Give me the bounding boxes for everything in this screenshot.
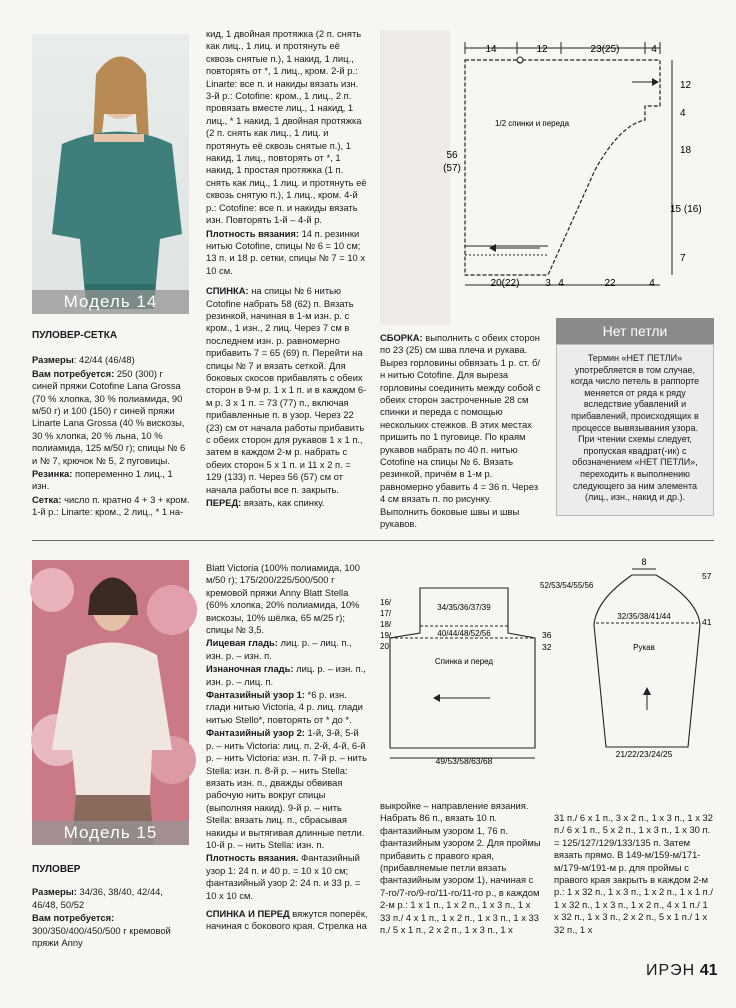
- back-label: СПИНКА:: [206, 285, 249, 297]
- model14-col2: [206, 28, 369, 510]
- bf-value: вяжутся поперёк, начиная с бокового края. Стрелка на: [206, 907, 368, 932]
- dim-bottom-1: 3: [545, 278, 551, 289]
- front-value: вязать, как спинку.: [241, 497, 325, 509]
- rib-label: Резинка:: [32, 468, 73, 480]
- model15-heading: ПУЛОВЕР: [32, 864, 81, 875]
- purl-value: лиц. р. – изн. п., изн. р. – лиц. п.: [206, 663, 366, 687]
- dim-bottom-2: 4: [558, 278, 564, 289]
- right-0: 36: [542, 630, 552, 640]
- model15-yarn-text: Blatt Victoria (100% полиамида, 100 м/50 г); 175/200/225/500/500 г кремовой пряжи Anny Blatt Stella (60% хлопка, 20% полиамида, 10% вискозы, 10% шёлка, 65 м/25 г); спицы № 3,5.: [206, 562, 360, 636]
- magazine-name: ИРЭН: [646, 962, 696, 979]
- f2-label: Фантазийный узор 2:: [206, 727, 305, 739]
- sleeve-bottom: 21/22/23/24/25: [615, 749, 673, 759]
- model14-schematic: [380, 30, 700, 325]
- face-label: Лицевая гладь:: [206, 637, 278, 649]
- sleeve-schematic: [588, 555, 714, 765]
- mesh-value: число п. кратно 4 + 3 + кром. 1-й р.: Linarte: кром., 2 лиц., * 1 на-: [32, 493, 190, 518]
- upper-width: 34/35/36/37/39: [437, 603, 491, 612]
- model15-body-diagram: [380, 578, 594, 768]
- note-box-title: Нет петли: [556, 318, 714, 344]
- body-schematic: [380, 578, 594, 768]
- dim-right-4: 7: [680, 253, 686, 264]
- dim-bottom-0: 20(22): [490, 278, 520, 289]
- note-box: [556, 318, 714, 514]
- model14-photo: [32, 34, 189, 314]
- top-right: 52/53/54/55/56: [540, 581, 594, 590]
- model15-photo: [32, 560, 189, 845]
- dim-right-2: 18: [680, 145, 692, 156]
- density15-label: Плотность вязания.: [206, 852, 299, 864]
- assembly-value: выполнить с обеих сторон по 23 (25) см шва плеча и рукава. Вырез горловины обвязать 1 р. ст. б/н нитью Cotofine. Для выреза горловины соединить между собой с обеих сторон застроченные 28 см спинки и переда с помощью нескольких стежков. В этих местах пришить по 1 пуговице. По краям рукавов набрать по 40 п. нитью Cotofine на спицы № 6. Вязать резинкой, причём в 1-м р. равномерно убавить 4 = 36 п. Через 4 см вязать п. по рисунку. Выполнить боковые швы и швы рукавов.: [380, 332, 541, 530]
- model15-col1: [32, 864, 190, 950]
- model15-figure: [32, 560, 189, 845]
- model14-heading: ПУЛОВЕР-СЕТКА: [32, 330, 118, 341]
- left-4: 20: [380, 642, 389, 651]
- sleeve-right-top: 57: [702, 571, 712, 581]
- right-1: 32: [542, 642, 552, 652]
- dim-top-0: 14: [485, 44, 497, 55]
- front-label: ПЕРЕД:: [206, 497, 242, 509]
- f2-value: 1-й, 3-й, 5-й р. – нить Victoria: лиц. п. 2-й, 4-й, 6-й р. – нить Victoria: изн. п. 7-й р. – нить Stella: изн. п. 8-й р. – нить Stella: вязать изн. п., дважды обвивая рабочую нить вокруг спицы (выполняя накид). 9-й р. – нить Stella: вязать лиц. п., сбрасывая накиды и вытягивая длинные петли. 10-й р. – нить Stella: изн. п.: [206, 727, 367, 850]
- need15-value: 300/350/400/450/500 г кремовой пряжи Anny: [32, 924, 171, 949]
- section-divider: [32, 540, 714, 541]
- dim-left: 56: [446, 150, 458, 161]
- page-number: 41: [699, 962, 718, 979]
- model15-sleeve-diagram: [588, 555, 714, 765]
- dim-top-1: 12: [536, 44, 548, 55]
- dim-right-1: 4: [680, 108, 686, 119]
- model14-diagram: [380, 30, 700, 325]
- rib-value: попеременно 1 лиц., 1 изн.: [32, 468, 173, 492]
- mesh-label: Сетка:: [32, 493, 62, 505]
- diagram15a-label: Спинка и перед: [434, 657, 494, 666]
- assembly-label: СБОРКА:: [380, 332, 423, 343]
- model14-figure: [32, 34, 189, 314]
- face-value: лиц. р. – лиц. п., изн. р. – изн. п.: [206, 637, 352, 661]
- mesh-pattern-text: кид, 1 двойная протяжка (2 п. снять как лиц., 1 лиц. и протянуть её сквозь снятые п.), 1 накид, 1 лиц., повторять от *, 1 лиц., кром. 2-й р.: Linarte: все п. и накиды вязать изн. 3-й р.: Cotofine: кром., 1 лиц., 2 п. провязать вместе лиц., 1 накид, 1 лиц., * 1 накид, 1 двойная протяжка (2 п. снять как лиц., 1 лиц. и протянуть её сквозь снятые п.), 1 накид, 1 лиц., повторять от *, 1 накид, 1 простая протяжка (1 п. снять как лиц., 1 лиц. и протянуть её сквозь снятую п.), 1 лиц., кром. 4-й р.: Cotofine: все п. и накиды вязать изн. Повторять 1-й – 4-й р.: [206, 28, 367, 226]
- need-label: Вам потребуется:: [32, 367, 115, 379]
- density-label: Плотность вязания:: [206, 227, 299, 239]
- dim-bottom-3: 22: [604, 278, 616, 289]
- sizes-value: : 42/44 (46/48): [73, 354, 135, 366]
- bottom-width: 49/53/58/63/68: [435, 756, 493, 766]
- page-footer: [646, 962, 717, 980]
- model15-col4: [554, 812, 714, 937]
- diagram15b-label: Рукав: [633, 643, 655, 652]
- model14-col1: [32, 330, 190, 520]
- model14-assembly: [380, 332, 542, 532]
- model14-caption: Модель 14: [32, 290, 189, 314]
- bf-label: СПИНКА И ПЕРЕД: [206, 907, 290, 919]
- sizes15-value: 34/36, 38/40, 42/44, 46/48, 50/52: [32, 886, 163, 910]
- left-2: 18/: [380, 620, 392, 629]
- density15-value: Фантазийный узор 1: 24 п. и 40 р. = 10 x 10 см; фантазийный узор 2: 24 п. и 33 р. = 10 x 10 см.: [206, 852, 361, 901]
- dim-left-alt: (57): [443, 163, 461, 174]
- diagram14-label: 1/2 спинки и переда: [494, 119, 570, 128]
- model15-caption: Модель 15: [32, 821, 189, 845]
- dim-top-3: 4: [651, 44, 657, 55]
- left-1: 17/: [380, 609, 392, 618]
- model15-col4-text: 31 п./ 6 x 1 п., 3 x 2 п., 1 x 3 п., 1 x 32 п./ 6 x 1 п., 5 x 2 п., 1 x 3 п., 1 x 30 п. = 125/127/129/133/135 п. Затем вязать прямо. В 149-м/159-м/171-м/179-м/191-м р. для проймы с правого края закрыть в каждом 2-м р.: 1 x 32 п., 1 x 3 п., 1 x 2 п., 1 x 1 п./ 1 x 32 п., 1 x 3 п., 1 x 2 п., 4 x 1 п./ 1 x 32 п., 1 x 3 п., 2 x 2 п., 5 x 1 п./ 1 x 32 п., 1 x: [554, 812, 713, 935]
- note-box-text: Термин «НЕТ ПЕТЛИ» употребляется в том случае, когда число петель в раппорте меняется от ряда к ряду вследствие убавлений и прибавлений, происходящих в процессе вывязывания узора. При чтении схемы следует, пропуская квадрат(-ик) с обозначением «НЕТ ПЕТЛИ», переходить к выполнению следующего за ним элемента (лиц., изн., накид и др.).: [556, 344, 714, 516]
- sizes-label: Размеры: [32, 354, 74, 366]
- sleeve-right: 41: [702, 617, 712, 627]
- f1-label: Фантазийный узор 1:: [206, 689, 305, 701]
- dim-right-3: 15 (16): [670, 204, 702, 215]
- density-value: 14 п. резинки нитью Cotofine, спицы № 6 = 10 см; 13 п. и 18 р. сетки, спицы № 7 = 10 x 10 см.: [206, 227, 366, 276]
- mid-width: 40/44/48/52/56: [437, 629, 491, 638]
- purl-label: Изнаночная гладь:: [206, 663, 294, 675]
- dim-top-2: 23(25): [590, 44, 620, 55]
- sizes15-label: Размеры:: [32, 886, 77, 898]
- model15-col3-text: выкройке – направление вязания. Набрать 86 п., вязать 10 п. фантазийным узором 1, 76 п. фантазийным узором 2. Для проймы прибавить с правого края, (прибавляемые петли вязать фантазийным узором 1), начиная с 7-го/7-го/9-го/11-го/11-го р., в каждом 2-м р.: 1 x 1 п., 1 x 2 п., 1 x 3 п., 1 x 33 п./ 4 x 1 п., 1 x 2 п., 1 x 3 п., 1 x 33 п./ 5 x 1 п., 2 x 2 п., 1 x 3 п., 1 x: [380, 800, 541, 936]
- need-value: 250 (300) г синей пряжи Cotofine Lana Grossa (70 % хлопка, 30 % полиамида, 90 м/50 г) и 100 (150) г синей пряжи Linarte Lana Grossa (40 % вискозы, 30 % хлопка, 20 % льна, 10 % полиамида, 125 м/50 г); спицы № 6 и № 7, крючок № 5, 2 пуговицы.: [32, 367, 186, 466]
- model15-col2: [206, 562, 369, 934]
- dim-right-0: 12: [680, 80, 692, 91]
- left-3: 19/: [380, 631, 392, 640]
- model15-col3: [380, 800, 542, 937]
- back-value: на спицы № 6 нитью Cotofine набрать 58 (62) п. Вязать резинкой, начиная в 1-м изн. р. с кром., 1 изн., 2 лиц. Через 7 см в последнем изн. р. равномерно прибавить 7 = 65 (69) п. Перейти на спицы № 7 и вязать сеткой. Для боковых скосов прибавлять с обеих сторон в 9-м р. 1 x 1 п. и в каждом 6-м р. 3 x 1 п. = 73 (77) п., включая прибавленные п. в узор. Через 22 (23) см от начала работы прибавить с обеих сторон для рукавов 1 x 1 п., затем в каждом 2-м р. набрать с обеих сторон 5 x 1 п. и 11 x 2 п. = 129 (133) п. Через 56 (57) см от начала работы все п. закрыть.: [206, 285, 367, 495]
- left-0: 16/: [380, 598, 392, 607]
- f1-value: *6 р. изн. глади нитью Victoria, 4 р. лиц. глади нитью Stello*, повторять от * до *.: [206, 689, 363, 725]
- dim-bottom-4: 4: [649, 278, 655, 289]
- cap-width: 32/35/38/41/44: [617, 612, 671, 621]
- need15-label: Вам потребуется:: [32, 912, 115, 924]
- sleeve-top: 8: [641, 557, 647, 567]
